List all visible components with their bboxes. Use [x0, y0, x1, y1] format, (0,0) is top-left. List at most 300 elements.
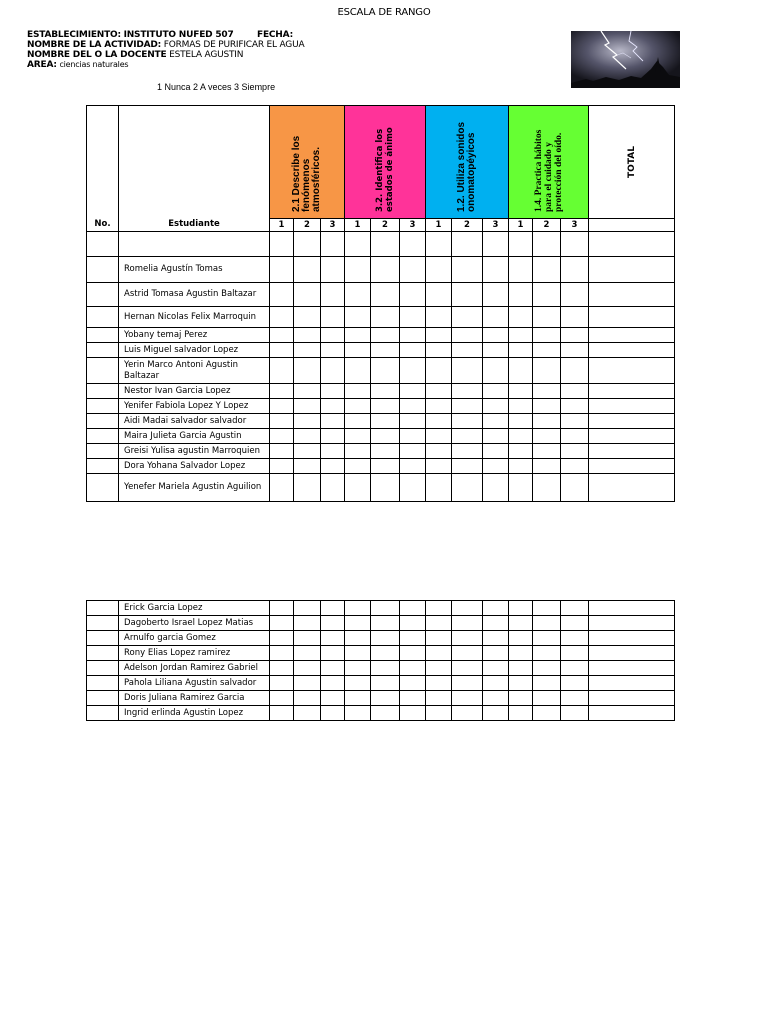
score-cell[interactable] — [452, 616, 483, 631]
score-cell[interactable] — [561, 706, 589, 721]
score-cell[interactable] — [509, 691, 533, 706]
score-cell[interactable] — [321, 691, 345, 706]
score-cell[interactable] — [270, 232, 294, 257]
total-cell[interactable] — [589, 706, 675, 721]
score-cell[interactable] — [509, 474, 533, 502]
score-cell[interactable] — [483, 601, 509, 616]
score-cell[interactable] — [270, 616, 294, 631]
score-cell[interactable] — [561, 429, 589, 444]
score-cell[interactable] — [533, 601, 561, 616]
score-cell[interactable] — [270, 429, 294, 444]
score-cell[interactable] — [345, 444, 371, 459]
score-cell[interactable] — [294, 616, 321, 631]
score-cell[interactable] — [294, 399, 321, 414]
score-cell[interactable] — [426, 616, 452, 631]
score-cell[interactable] — [400, 328, 426, 343]
score-cell[interactable] — [270, 328, 294, 343]
score-cell[interactable] — [294, 459, 321, 474]
score-cell[interactable] — [321, 283, 345, 307]
score-cell[interactable] — [321, 384, 345, 399]
score-cell[interactable] — [452, 283, 483, 307]
score-cell[interactable] — [371, 459, 400, 474]
score-cell[interactable] — [452, 691, 483, 706]
score-cell[interactable] — [270, 283, 294, 307]
score-cell[interactable] — [561, 631, 589, 646]
score-cell[interactable] — [400, 459, 426, 474]
score-cell[interactable] — [294, 307, 321, 328]
score-cell[interactable] — [321, 232, 345, 257]
row-number-cell[interactable] — [87, 676, 119, 691]
score-cell[interactable] — [426, 706, 452, 721]
score-cell[interactable] — [345, 631, 371, 646]
row-number-cell[interactable] — [87, 343, 119, 358]
score-cell[interactable] — [452, 358, 483, 384]
score-cell[interactable] — [321, 399, 345, 414]
score-cell[interactable] — [452, 399, 483, 414]
score-cell[interactable] — [533, 691, 561, 706]
score-cell[interactable] — [294, 414, 321, 429]
score-cell[interactable] — [371, 232, 400, 257]
score-cell[interactable] — [345, 257, 371, 283]
score-cell[interactable] — [400, 601, 426, 616]
score-cell[interactable] — [561, 646, 589, 661]
score-cell[interactable] — [509, 459, 533, 474]
row-number-cell[interactable] — [87, 358, 119, 384]
score-cell[interactable] — [294, 232, 321, 257]
score-cell[interactable] — [426, 414, 452, 429]
score-cell[interactable] — [452, 343, 483, 358]
score-cell[interactable] — [400, 429, 426, 444]
score-cell[interactable] — [270, 414, 294, 429]
row-number-cell[interactable] — [87, 283, 119, 307]
score-cell[interactable] — [483, 676, 509, 691]
score-cell[interactable] — [294, 661, 321, 676]
score-cell[interactable] — [371, 631, 400, 646]
score-cell[interactable] — [509, 429, 533, 444]
score-cell[interactable] — [483, 616, 509, 631]
row-number-cell[interactable] — [87, 661, 119, 676]
row-number-cell[interactable] — [87, 257, 119, 283]
total-cell[interactable] — [589, 474, 675, 502]
score-cell[interactable] — [294, 358, 321, 384]
score-cell[interactable] — [294, 646, 321, 661]
score-cell[interactable] — [345, 384, 371, 399]
score-cell[interactable] — [509, 631, 533, 646]
score-cell[interactable] — [509, 358, 533, 384]
score-cell[interactable] — [400, 283, 426, 307]
score-cell[interactable] — [426, 343, 452, 358]
score-cell[interactable] — [452, 676, 483, 691]
score-cell[interactable] — [294, 257, 321, 283]
score-cell[interactable] — [345, 676, 371, 691]
score-cell[interactable] — [270, 358, 294, 384]
score-cell[interactable] — [345, 601, 371, 616]
score-cell[interactable] — [483, 646, 509, 661]
total-cell[interactable] — [589, 328, 675, 343]
total-cell[interactable] — [589, 616, 675, 631]
score-cell[interactable] — [371, 429, 400, 444]
score-cell[interactable] — [452, 307, 483, 328]
score-cell[interactable] — [452, 706, 483, 721]
score-cell[interactable] — [321, 601, 345, 616]
score-cell[interactable] — [452, 384, 483, 399]
score-cell[interactable] — [321, 706, 345, 721]
score-cell[interactable] — [345, 307, 371, 328]
score-cell[interactable] — [371, 474, 400, 502]
score-cell[interactable] — [426, 474, 452, 502]
score-cell[interactable] — [452, 429, 483, 444]
score-cell[interactable] — [345, 343, 371, 358]
score-cell[interactable] — [294, 601, 321, 616]
score-cell[interactable] — [400, 474, 426, 502]
score-cell[interactable] — [561, 232, 589, 257]
score-cell[interactable] — [400, 631, 426, 646]
score-cell[interactable] — [294, 429, 321, 444]
score-cell[interactable] — [509, 399, 533, 414]
score-cell[interactable] — [561, 384, 589, 399]
score-cell[interactable] — [533, 646, 561, 661]
score-cell[interactable] — [270, 601, 294, 616]
score-cell[interactable] — [533, 444, 561, 459]
score-cell[interactable] — [321, 358, 345, 384]
score-cell[interactable] — [400, 307, 426, 328]
score-cell[interactable] — [561, 414, 589, 429]
score-cell[interactable] — [533, 343, 561, 358]
score-cell[interactable] — [426, 444, 452, 459]
score-cell[interactable] — [371, 444, 400, 459]
score-cell[interactable] — [452, 631, 483, 646]
total-cell[interactable] — [589, 307, 675, 328]
score-cell[interactable] — [533, 257, 561, 283]
score-cell[interactable] — [533, 661, 561, 676]
score-cell[interactable] — [270, 676, 294, 691]
score-cell[interactable] — [509, 444, 533, 459]
total-cell[interactable] — [589, 399, 675, 414]
row-number-cell[interactable] — [87, 631, 119, 646]
score-cell[interactable] — [345, 429, 371, 444]
score-cell[interactable] — [400, 232, 426, 257]
score-cell[interactable] — [294, 676, 321, 691]
score-cell[interactable] — [321, 429, 345, 444]
score-cell[interactable] — [270, 459, 294, 474]
score-cell[interactable] — [561, 676, 589, 691]
total-cell[interactable] — [589, 646, 675, 661]
score-cell[interactable] — [561, 661, 589, 676]
score-cell[interactable] — [426, 328, 452, 343]
score-cell[interactable] — [345, 616, 371, 631]
score-cell[interactable] — [270, 343, 294, 358]
row-number-cell[interactable] — [87, 307, 119, 328]
score-cell[interactable] — [561, 444, 589, 459]
score-cell[interactable] — [426, 459, 452, 474]
score-cell[interactable] — [509, 616, 533, 631]
score-cell[interactable] — [270, 631, 294, 646]
score-cell[interactable] — [533, 283, 561, 307]
score-cell[interactable] — [509, 661, 533, 676]
score-cell[interactable] — [452, 444, 483, 459]
score-cell[interactable] — [400, 384, 426, 399]
score-cell[interactable] — [294, 343, 321, 358]
score-cell[interactable] — [509, 601, 533, 616]
score-cell[interactable] — [400, 444, 426, 459]
score-cell[interactable] — [509, 307, 533, 328]
score-cell[interactable] — [426, 661, 452, 676]
total-cell[interactable] — [589, 429, 675, 444]
score-cell[interactable] — [371, 646, 400, 661]
score-cell[interactable] — [321, 661, 345, 676]
score-cell[interactable] — [561, 601, 589, 616]
score-cell[interactable] — [371, 414, 400, 429]
total-cell[interactable] — [589, 676, 675, 691]
score-cell[interactable] — [321, 257, 345, 283]
score-cell[interactable] — [345, 283, 371, 307]
score-cell[interactable] — [561, 307, 589, 328]
score-cell[interactable] — [426, 691, 452, 706]
score-cell[interactable] — [294, 283, 321, 307]
row-number-cell[interactable] — [87, 616, 119, 631]
score-cell[interactable] — [452, 459, 483, 474]
score-cell[interactable] — [509, 384, 533, 399]
score-cell[interactable] — [371, 257, 400, 283]
row-number-cell[interactable] — [87, 328, 119, 343]
score-cell[interactable] — [321, 616, 345, 631]
score-cell[interactable] — [533, 459, 561, 474]
score-cell[interactable] — [483, 358, 509, 384]
score-cell[interactable] — [483, 283, 509, 307]
row-number-cell[interactable] — [87, 646, 119, 661]
score-cell[interactable] — [371, 616, 400, 631]
score-cell[interactable] — [533, 414, 561, 429]
total-cell[interactable] — [589, 232, 675, 257]
score-cell[interactable] — [483, 631, 509, 646]
score-cell[interactable] — [294, 631, 321, 646]
score-cell[interactable] — [345, 706, 371, 721]
score-cell[interactable] — [426, 307, 452, 328]
score-cell[interactable] — [426, 676, 452, 691]
score-cell[interactable] — [483, 384, 509, 399]
score-cell[interactable] — [533, 328, 561, 343]
score-cell[interactable] — [533, 307, 561, 328]
score-cell[interactable] — [509, 646, 533, 661]
row-number-cell[interactable] — [87, 429, 119, 444]
total-cell[interactable] — [589, 358, 675, 384]
score-cell[interactable] — [452, 414, 483, 429]
row-number-cell[interactable] — [87, 601, 119, 616]
score-cell[interactable] — [509, 283, 533, 307]
score-cell[interactable] — [452, 646, 483, 661]
score-cell[interactable] — [509, 676, 533, 691]
row-number-cell[interactable] — [87, 444, 119, 459]
score-cell[interactable] — [371, 328, 400, 343]
score-cell[interactable] — [371, 399, 400, 414]
score-cell[interactable] — [294, 706, 321, 721]
score-cell[interactable] — [483, 232, 509, 257]
score-cell[interactable] — [371, 706, 400, 721]
score-cell[interactable] — [371, 691, 400, 706]
score-cell[interactable] — [321, 676, 345, 691]
score-cell[interactable] — [371, 384, 400, 399]
score-cell[interactable] — [270, 661, 294, 676]
score-cell[interactable] — [294, 444, 321, 459]
score-cell[interactable] — [400, 257, 426, 283]
score-cell[interactable] — [371, 343, 400, 358]
total-cell[interactable] — [589, 283, 675, 307]
total-cell[interactable] — [589, 414, 675, 429]
score-cell[interactable] — [483, 257, 509, 283]
score-cell[interactable] — [533, 706, 561, 721]
score-cell[interactable] — [371, 601, 400, 616]
score-cell[interactable] — [483, 444, 509, 459]
score-cell[interactable] — [561, 328, 589, 343]
score-cell[interactable] — [533, 232, 561, 257]
total-cell[interactable] — [589, 631, 675, 646]
score-cell[interactable] — [533, 676, 561, 691]
score-cell[interactable] — [400, 399, 426, 414]
score-cell[interactable] — [483, 474, 509, 502]
score-cell[interactable] — [321, 646, 345, 661]
score-cell[interactable] — [483, 661, 509, 676]
score-cell[interactable] — [270, 257, 294, 283]
score-cell[interactable] — [400, 414, 426, 429]
score-cell[interactable] — [561, 474, 589, 502]
row-number-cell[interactable] — [87, 414, 119, 429]
score-cell[interactable] — [509, 328, 533, 343]
row-number-cell[interactable] — [87, 459, 119, 474]
score-cell[interactable] — [452, 601, 483, 616]
score-cell[interactable] — [400, 691, 426, 706]
score-cell[interactable] — [483, 706, 509, 721]
score-cell[interactable] — [509, 232, 533, 257]
score-cell[interactable] — [561, 459, 589, 474]
row-number-cell[interactable] — [87, 399, 119, 414]
total-cell[interactable] — [589, 343, 675, 358]
score-cell[interactable] — [371, 661, 400, 676]
score-cell[interactable] — [294, 474, 321, 502]
score-cell[interactable] — [483, 429, 509, 444]
score-cell[interactable] — [426, 631, 452, 646]
score-cell[interactable] — [561, 616, 589, 631]
score-cell[interactable] — [321, 328, 345, 343]
score-cell[interactable] — [509, 414, 533, 429]
score-cell[interactable] — [533, 399, 561, 414]
score-cell[interactable] — [483, 328, 509, 343]
score-cell[interactable] — [321, 459, 345, 474]
score-cell[interactable] — [400, 676, 426, 691]
total-cell[interactable] — [589, 384, 675, 399]
score-cell[interactable] — [345, 232, 371, 257]
score-cell[interactable] — [426, 257, 452, 283]
score-cell[interactable] — [483, 459, 509, 474]
total-cell[interactable] — [589, 257, 675, 283]
score-cell[interactable] — [426, 646, 452, 661]
score-cell[interactable] — [509, 257, 533, 283]
score-cell[interactable] — [294, 384, 321, 399]
score-cell[interactable] — [400, 706, 426, 721]
total-cell[interactable] — [589, 459, 675, 474]
score-cell[interactable] — [426, 399, 452, 414]
score-cell[interactable] — [533, 429, 561, 444]
score-cell[interactable] — [400, 616, 426, 631]
score-cell[interactable] — [400, 661, 426, 676]
score-cell[interactable] — [533, 616, 561, 631]
score-cell[interactable] — [533, 631, 561, 646]
row-number-cell[interactable] — [87, 474, 119, 502]
score-cell[interactable] — [270, 384, 294, 399]
score-cell[interactable] — [426, 232, 452, 257]
score-cell[interactable] — [561, 343, 589, 358]
score-cell[interactable] — [426, 283, 452, 307]
score-cell[interactable] — [561, 691, 589, 706]
row-number-cell[interactable] — [87, 232, 119, 257]
score-cell[interactable] — [345, 328, 371, 343]
score-cell[interactable] — [371, 307, 400, 328]
score-cell[interactable] — [533, 358, 561, 384]
row-number-cell[interactable] — [87, 384, 119, 399]
score-cell[interactable] — [426, 601, 452, 616]
total-cell[interactable] — [589, 691, 675, 706]
score-cell[interactable] — [561, 358, 589, 384]
total-cell[interactable] — [589, 601, 675, 616]
score-cell[interactable] — [270, 399, 294, 414]
score-cell[interactable] — [270, 706, 294, 721]
score-cell[interactable] — [483, 399, 509, 414]
score-cell[interactable] — [483, 691, 509, 706]
score-cell[interactable] — [345, 414, 371, 429]
score-cell[interactable] — [400, 358, 426, 384]
score-cell[interactable] — [371, 358, 400, 384]
score-cell[interactable] — [321, 414, 345, 429]
score-cell[interactable] — [452, 328, 483, 343]
score-cell[interactable] — [345, 474, 371, 502]
score-cell[interactable] — [371, 676, 400, 691]
score-cell[interactable] — [345, 358, 371, 384]
score-cell[interactable] — [483, 414, 509, 429]
score-cell[interactable] — [452, 257, 483, 283]
score-cell[interactable] — [270, 444, 294, 459]
score-cell[interactable] — [400, 343, 426, 358]
score-cell[interactable] — [533, 384, 561, 399]
score-cell[interactable] — [321, 631, 345, 646]
score-cell[interactable] — [426, 429, 452, 444]
score-cell[interactable] — [509, 343, 533, 358]
score-cell[interactable] — [561, 257, 589, 283]
score-cell[interactable] — [321, 307, 345, 328]
score-cell[interactable] — [321, 474, 345, 502]
score-cell[interactable] — [371, 283, 400, 307]
row-number-cell[interactable] — [87, 706, 119, 721]
score-cell[interactable] — [345, 691, 371, 706]
score-cell[interactable] — [345, 459, 371, 474]
score-cell[interactable] — [426, 384, 452, 399]
score-cell[interactable] — [452, 474, 483, 502]
total-cell[interactable] — [589, 444, 675, 459]
score-cell[interactable] — [509, 706, 533, 721]
score-cell[interactable] — [294, 691, 321, 706]
score-cell[interactable] — [270, 691, 294, 706]
score-cell[interactable] — [345, 399, 371, 414]
score-cell[interactable] — [483, 307, 509, 328]
score-cell[interactable] — [426, 358, 452, 384]
score-cell[interactable] — [345, 646, 371, 661]
score-cell[interactable] — [270, 474, 294, 502]
score-cell[interactable] — [270, 646, 294, 661]
score-cell[interactable] — [294, 328, 321, 343]
score-cell[interactable] — [533, 474, 561, 502]
score-cell[interactable] — [400, 646, 426, 661]
score-cell[interactable] — [270, 307, 294, 328]
score-cell[interactable] — [345, 661, 371, 676]
score-cell[interactable] — [321, 343, 345, 358]
